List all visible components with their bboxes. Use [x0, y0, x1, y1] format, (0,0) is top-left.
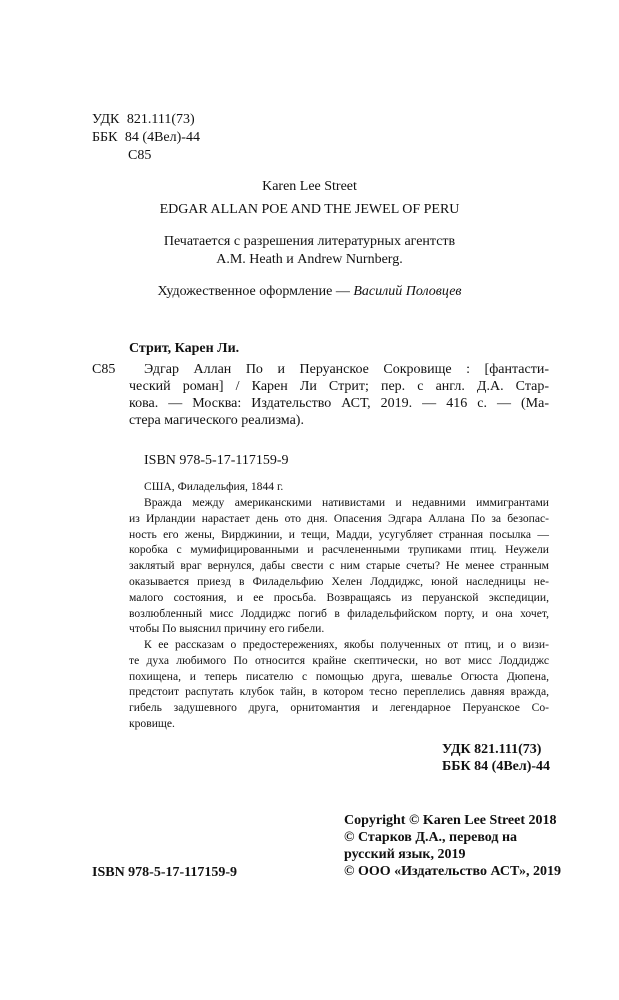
- original-title: EDGAR ALLAN POE AND THE JEWEL OF PERU: [159, 202, 460, 217]
- catalog-line: ческий роман] / Карен Ли Стрит; пер. с англ. Д.А. Стар-: [129, 379, 549, 394]
- catalog-sign: С85: [92, 362, 116, 377]
- footer-udk: УДК 821.111(73): [442, 742, 542, 757]
- annotation-line: похищена, и теперь писателю с помощью друга, шевалье Огюста Дюпена,: [129, 669, 549, 683]
- permission-line-2: A.M. Heath и Andrew Nurnberg.: [216, 252, 403, 267]
- footer-bbk: ББК 84 (4Вел)-44: [442, 759, 551, 774]
- annotation-paragraph-1: [129, 495, 549, 637]
- annotation-line: возлюбленный мисс Лоддиджс погиб в филадельфийском порту, и она хочет,: [129, 606, 549, 620]
- design-label: Художественное оформление —: [157, 284, 354, 299]
- catalog-line: кова. — Москва: Издательство АСТ, 2019. — 416 с. — (Ма-: [129, 396, 549, 411]
- annotation-line: оказывается приезд в Филадельфию Хелен Лоддиджс, юной наследницы не-: [129, 574, 549, 588]
- annotation-line: гибель задушевного друга, орнитомантия и легендарное Перуанское Со-: [129, 701, 549, 715]
- isbn-bottom: ISBN 978-5-17-117159-9: [92, 865, 238, 880]
- annotation-line: предстоит распутать клубок тайн, в котором тесно переплелись давняя вражда,: [129, 685, 549, 699]
- udk-label: УДК: [92, 112, 120, 127]
- catalog-line: Эдгар Аллан По и Перуанское Сокровище : [фантасти-: [144, 362, 549, 377]
- annotation-line: чтобы По выяснил причину его гибели.: [129, 622, 325, 636]
- annotation-line: кровище.: [129, 716, 175, 730]
- copyright-line: © ООО «Издательство АСТ», 2019: [344, 864, 562, 879]
- catalog-isbn: ISBN 978-5-17-117159-9: [144, 453, 289, 468]
- bbk-header: [92, 129, 200, 146]
- catalog-line: стера магического реализма).: [129, 413, 304, 428]
- copyright-line: русский язык, 2019: [344, 847, 466, 862]
- annotation-paragraph-2: [129, 637, 549, 732]
- copyright-block: [344, 812, 561, 880]
- annotation-line: коробка с мумифицированными и расчлененными трупиками птиц. Неужели: [129, 543, 549, 557]
- author-sign-header: С85: [128, 148, 152, 163]
- annotation-line: ность его жены, Вирджинии, и тещи, Мадди, усугубляет странная посылка —: [129, 527, 549, 541]
- udk-header: [92, 111, 195, 128]
- permission-line-1: Печатается с разрешения литературных агентств: [163, 234, 456, 249]
- annotation-line: те духа любимого По относится крайне скептически, но вот мисс Лоддиджс: [129, 653, 549, 667]
- catalog-heading: Стрит, Карен Ли.: [129, 341, 240, 356]
- copyright-line: Copyright © Karen Lee Street 2018: [344, 813, 557, 828]
- design-artist: Василий Половцев: [353, 284, 462, 299]
- catalog-description: [129, 361, 549, 429]
- design-credit: [0, 283, 619, 300]
- annotation-line: из Ирландии нарастает день ото дня. Опасения Эдгара Аллана По за безопас-: [129, 511, 549, 525]
- bbk-value: 84 (4Вел)-44: [124, 130, 200, 145]
- udk-value: 821.111(73): [126, 112, 195, 127]
- original-author: Karen Lee Street: [262, 179, 357, 194]
- copyright-line: © Старков Д.А., перевод на: [344, 830, 518, 845]
- annotation-line: малого состояния, и ее просьба. Возвращаясь из перуанской экспедиции,: [129, 590, 549, 604]
- bbk-label: ББК: [92, 130, 118, 145]
- annotation-line: К ее рассказам о предостережениях, якобы полученных от птиц, и о визи-: [144, 638, 549, 651]
- annotation-line: заклятый враг вернулся, дабы свести с ним старые счеты? Не менее странным: [129, 559, 549, 573]
- annotation-line: Вражда между американскими нативистами и недавними иммигрантами: [144, 496, 549, 509]
- annotation-setting: США, Филадельфия, 1844 г.: [144, 480, 284, 493]
